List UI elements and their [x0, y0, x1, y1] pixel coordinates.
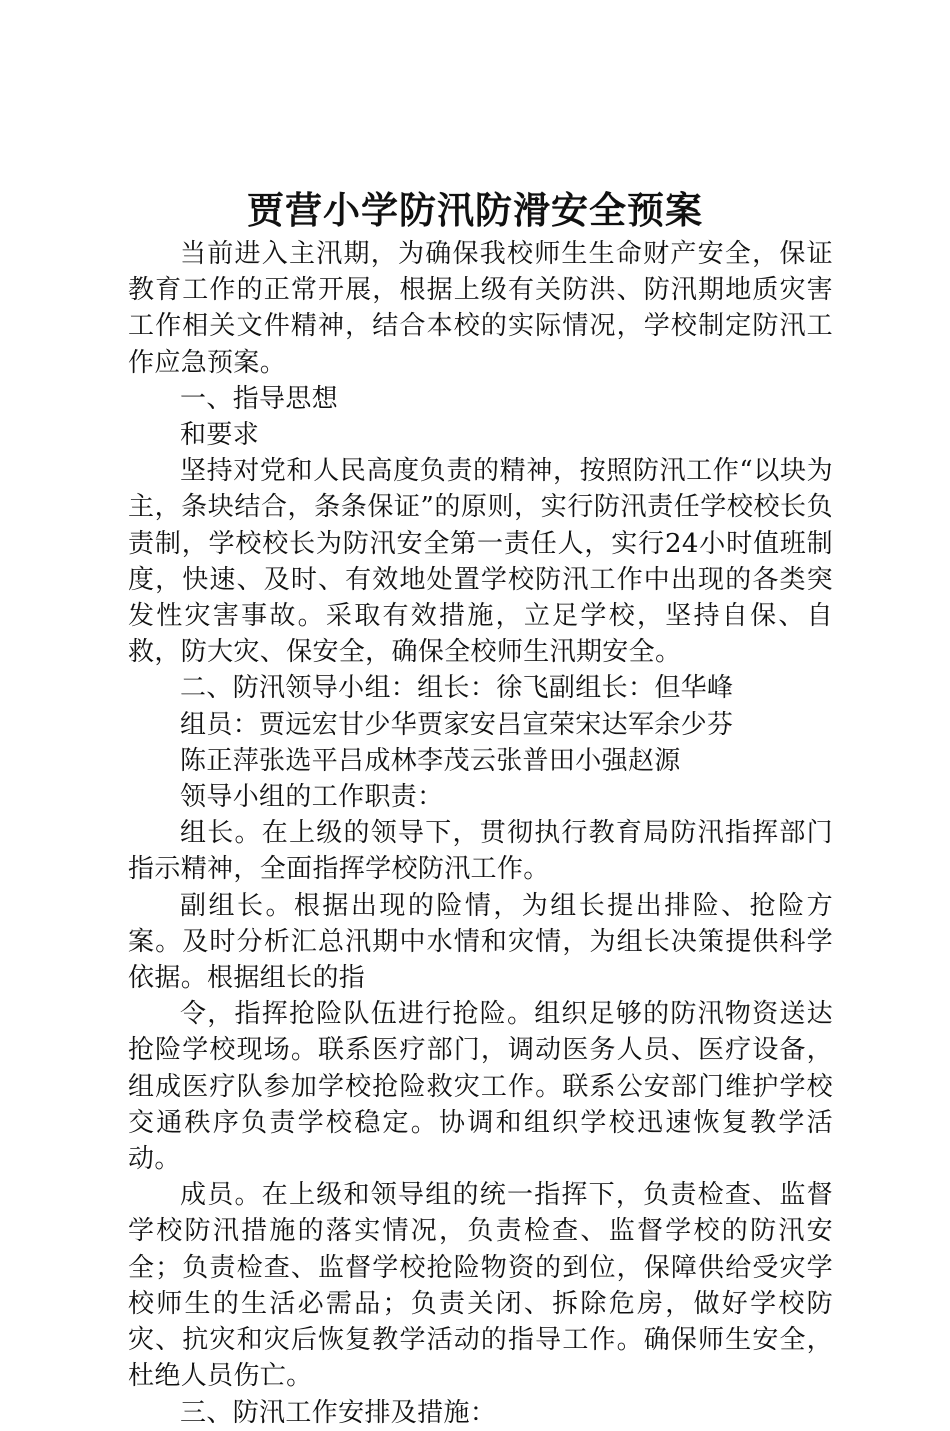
section-heading-guiding-thought: 一、指导思想 — [180, 383, 339, 414]
members-line-1: 组员：贾远宏甘少华贾家安吕宣荣宋达军余少芬 — [180, 709, 734, 740]
section-heading-measures: 三、防汛工作安排及措施： — [180, 1397, 497, 1428]
section-heading-requirements: 和要求 — [180, 420, 260, 451]
members-line-2: 陈正萍张选平吕成林李茂云张普田小强赵源 — [180, 745, 681, 776]
section-heading-leadership-group: 二、防汛领导小组：组长：徐飞副组长：但华峰 — [180, 673, 734, 704]
intro-paragraph: 当前进入主汛期，为确保我校师生生命财产安全，保证教育工作的正常开展，根据上级有关防洪、防汛期地质灾害工作相关文件精神，结合本校的实际情况，学校制定防汛工作应急预案。 — [128, 239, 833, 378]
deputy-leader-duty-paragraph: 副组长。根据出现的险情，为组长提出排险、抢险方案。及时分析汇总汛期中水情和灾情，为组长决策提供科学依据。根据组长的指 — [128, 890, 833, 994]
duties-heading: 领导小组的工作职责： — [180, 782, 444, 813]
leader-duty-paragraph: 组长。在上级的领导下，贯彻执行教育局防汛指挥部门指示精神，全面指挥学校防汛工作。 — [128, 818, 833, 885]
document-title: 贾营小学防汛防滑安全预案 — [247, 188, 703, 232]
member-duty-paragraph: 成员。在上级和领导组的统一指挥下，负责检查、监督学校防汛措施的落实情况，负责检查、监督学校的防汛安全；负责检查、监督学校抢险物资的到位，保障供给受灾学校师生的生活必需品；负责关闭、拆除危房，做好学校防灾、抗灾和灾后恢复教学活动的指导工作。确保师生安全，杜绝人员伤亡。 — [128, 1180, 833, 1392]
document-body — [128, 236, 833, 1431]
deputy-leader-duty-continued: 令，指挥抢险队伍进行抢险。组织足够的防汛物资送达抢险学校现场。联系医疗部门，调动医务人员、医疗设备，组成医疗队参加学校抢险救灾工作。联系公安部门维护学校交通秩序负责学校稳定。协调和组织学校迅速恢复教学活动。 — [128, 999, 833, 1175]
guiding-principle-paragraph: 坚持对党和人民高度负责的精神，按照防汛工作“以块为主，条块结合，条条保证”的原则，实行防汛责任学校校长负责制，学校校长为防汛安全第一责任人，实行24小时值班制度，快速、及时、有效地处置学校防汛工作中出现的各类突发性灾害事故。采取有效措施，立足学校，坚持自保、自救，防大灾、保安全，确保全校师生汛期安全。 — [128, 456, 833, 668]
